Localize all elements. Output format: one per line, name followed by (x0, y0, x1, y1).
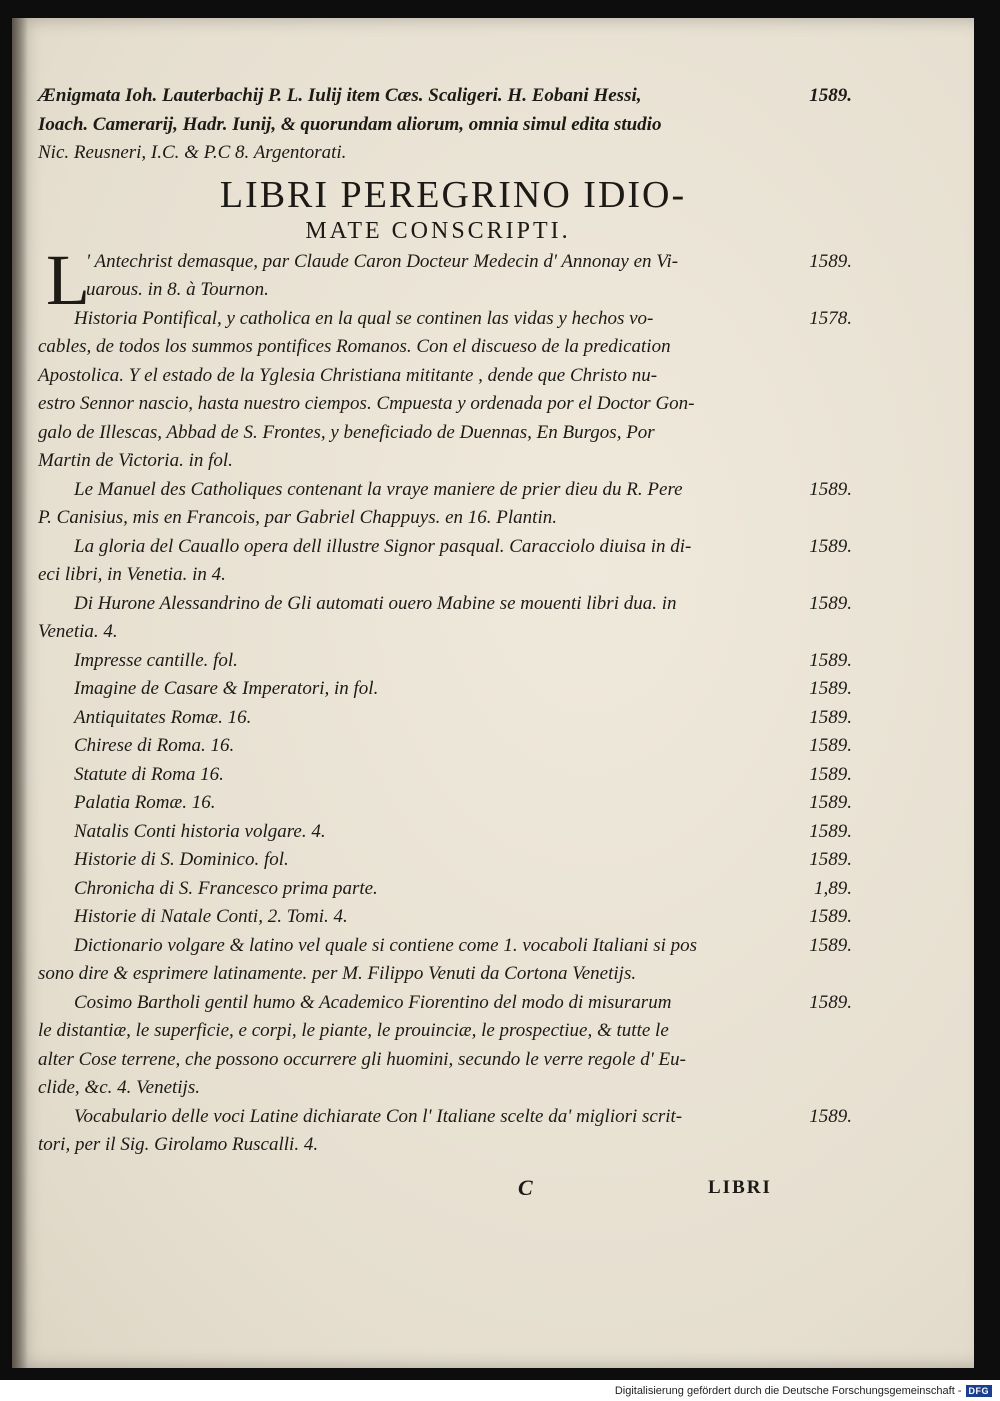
page-gutter-shadow (12, 18, 28, 1368)
text-line (38, 1074, 838, 1103)
text-line (38, 447, 838, 476)
line-text: La gloria del Cauallo opera dell illustre Signor pasqual. Caracciolo diuisa in di- (74, 535, 692, 557)
digitization-footer (615, 1385, 992, 1397)
text-line (38, 618, 838, 647)
short-entry (38, 675, 852, 704)
year: 1589. (809, 649, 852, 671)
text-line (38, 989, 852, 1018)
top-entry (38, 82, 852, 168)
line-text: Venetia. 4. (38, 621, 118, 642)
year: 1589. (809, 735, 852, 756)
short-entry (38, 875, 852, 904)
short-entry (38, 903, 852, 932)
line-text: alter Cose terrene, che possono occurrere gli huomini, secundo le verre regole d' Eu- (38, 1048, 686, 1070)
text-line (38, 139, 838, 168)
dfg-logo: DFG (966, 1385, 993, 1397)
text-line (38, 333, 838, 362)
text-line (38, 276, 838, 305)
catchline (38, 1168, 838, 1208)
short-entry (38, 818, 852, 847)
text-line (38, 561, 838, 590)
catalog-entry (38, 305, 852, 476)
line-text: Historia Pontifical, y catholica en la qual se continen las vidas y hechos vo- (74, 307, 654, 329)
year: 1578. (809, 307, 852, 329)
year: 1589. (809, 849, 852, 870)
short-entry (38, 704, 852, 733)
line-text: estro Sennor nascio, hasta nuestro ciempos. Cmpuesta y ordenada por el Doctor Gon- (38, 393, 695, 414)
line-text: galo de Illescas, Abbad de S. Frontes, y beneficiado de Duennas, En Burgos, Por (38, 421, 655, 443)
text-line (38, 590, 852, 619)
signature-mark: C (518, 1174, 533, 1200)
catchword: LIBRI (708, 1176, 772, 1198)
entry-title: Chirese di Roma. 16. (74, 735, 235, 756)
entry-title: Antiquitates Romæ. 16. (74, 706, 252, 728)
catalog-entry (38, 590, 852, 647)
short-entries-list (38, 647, 852, 932)
text-line (38, 390, 838, 419)
line-text: eci libri, in Venetia. in 4. (38, 564, 226, 585)
year: 1589. (809, 478, 852, 500)
catalog-entry (38, 932, 852, 989)
entry-title: Imagine de Casare & Imperatori, in fol. (74, 678, 379, 699)
line-text: Ænigmata Ioh. Lauterbachij P. L. Iulij item Cæs. Scaligeri. H. Eobani Hessi, (38, 85, 642, 106)
short-entry (38, 846, 852, 875)
text-line (38, 533, 852, 562)
line-text: Apostolica. Y el estado de la Yglesia Christiana mititante , dende que Christo nu- (38, 364, 658, 386)
drop-cap: L (46, 239, 90, 320)
entry-title: Palatia Romæ. 16. (74, 792, 216, 813)
line-text: Cosimo Bartholi gentil humo & Academico Fiorentino del modo di misurarum (74, 991, 672, 1013)
line-text: le distantiæ, le superficie, e corpi, le piante, le prouinciæ, le prospectiue, & tutte le (38, 1020, 669, 1041)
text-line (38, 1046, 838, 1075)
year: 1589. (809, 250, 852, 272)
line-text: tori, per il Sig. Girolamo Ruscalli. 4. (38, 1134, 319, 1155)
line-text: Dictionario volgare & latino vel quale si contiene come 1. vocaboli Italiani si pos (74, 934, 698, 956)
line-text: uarous. in 8. à Tournon. (86, 279, 269, 300)
text-line (38, 1131, 838, 1160)
catalog-entry (38, 533, 852, 590)
line-text: sono dire & esprimere latinamente. per M. Filippo Venuti da Cortona Venetijs. (38, 963, 637, 984)
short-entry (38, 732, 852, 761)
year: 1589. (809, 1105, 852, 1127)
entry-title: Natalis Conti historia volgare. 4. (74, 820, 326, 842)
text-line (38, 82, 852, 111)
book-page (12, 18, 974, 1368)
entry-title: Chronicha di S. Francesco prima parte. (74, 877, 378, 899)
catalog-entry (38, 989, 852, 1103)
catalog-entry (38, 1103, 852, 1160)
line-text: Le Manuel des Catholiques contenant la vraye maniere de prier dieu du R. Pere (74, 478, 683, 500)
text-line (38, 504, 838, 533)
line-text: ' Antechrist demasque, par Claude Caron Docteur Medecin d' Annonay en Vi- (86, 250, 679, 272)
entry-title: Statute di Roma 16. (74, 763, 224, 785)
text-line (38, 1017, 838, 1046)
year: 1589. (809, 820, 852, 842)
line-text: Nic. Reusneri, I.C. & P.C 8. Argentorati. (38, 142, 347, 163)
catalog-entry (38, 476, 852, 533)
year: 1589. (809, 763, 852, 785)
year: 1589. (809, 592, 852, 614)
short-entry (38, 789, 852, 818)
text-line (38, 960, 838, 989)
page-text (38, 82, 852, 1208)
year: 1,89. (814, 877, 852, 899)
year: 1589. (809, 678, 852, 699)
line-text: Di Hurone Alessandrino de Gli automati ouero Mabine se mouenti libri dua. in (74, 592, 677, 614)
line-text: Vocabulario delle voci Latine dichiarate Con l' Italiane scelte da' migliori scrit- (74, 1105, 683, 1127)
line-text: clide, &c. 4. Venetijs. (38, 1077, 200, 1098)
text-line (38, 932, 852, 961)
year: 1589. (809, 906, 852, 927)
year: 1589. (809, 934, 852, 956)
year: 1589. (809, 535, 852, 557)
short-entry (38, 761, 852, 790)
entry-title: Impresse cantille. fol. (74, 649, 238, 671)
entries-list (38, 239, 852, 647)
text-line (38, 111, 838, 140)
text-line (38, 305, 852, 334)
text-line (38, 419, 838, 448)
line-text: cables, de todos los summos pontifices Romanos. Con el discueso de la predication (38, 336, 671, 357)
text-line (38, 1103, 852, 1132)
footer-text: Digitalisierung gefördert durch die Deutsche Forschungsgemeinschaft - (614, 1385, 962, 1397)
line-text: P. Canisius, mis en Francois, par Gabriel Chappuys. en 16. Plantin. (38, 507, 557, 528)
year: 1589. (809, 991, 852, 1013)
entry-title: Historie di Natale Conti, 2. Tomi. 4. (74, 906, 348, 927)
text-line (38, 362, 838, 391)
year: 1589. (809, 706, 852, 728)
entries-list-2 (38, 932, 852, 1160)
entry-title: Historie di S. Dominico. fol. (74, 849, 289, 870)
year: 1589. (809, 792, 852, 813)
line-text: Ioach. Camerarij, Hadr. Iunij, & quorundam aliorum, omnia simul edita studio (38, 113, 662, 135)
line-text: Martin de Victoria. in fol. (38, 450, 233, 471)
section-heading: LIBRI PEREGRINO IDIO- (219, 173, 687, 216)
short-entry (38, 647, 852, 676)
text-line (38, 476, 852, 505)
section-subheading: MATE CONSCRIPTI. (305, 217, 571, 244)
year: 1589. (809, 85, 852, 106)
text-line (38, 248, 852, 277)
